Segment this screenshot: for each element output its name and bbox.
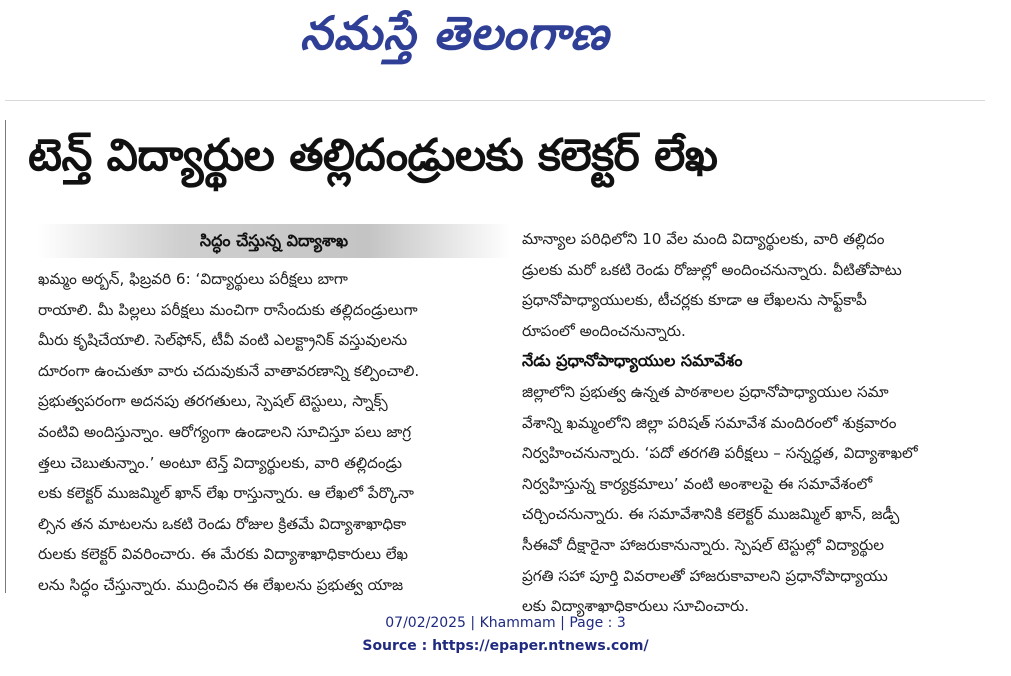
body-line: సీఈవో దీక్షారైనా హాజరుకానున్నారు. స్పెషల్ టెస్టుల్లో విద్యార్థుల — [522, 535, 885, 554]
article-column-right — [522, 224, 978, 622]
body-line: మీరు కృషిచేయాలి. సెల్‌ఫోన్, టీవీ వంటి ఎలక్ట్రానిక్ వస్తువులను — [38, 331, 408, 350]
footer-dateline: 07/02/2025 | Khammam | Page : 3 — [385, 615, 626, 631]
body-line: ల్సిన తన మాటలను ఒకటి రెండు రోజుల క్రితమే విద్యాశాఖాధికా — [38, 514, 407, 533]
masthead-divider — [5, 100, 985, 101]
body-line: నిర్వహిస్తున్న కార్యక్రమాలు’ వంటి అంశాలపై ఈ సమావేశంలో — [522, 474, 873, 493]
body-line: ప్రగతి సహా పూర్తి వివరాలతో హాజరుకావాలని ప్రధానోపాధ్యాయు — [522, 566, 888, 585]
body-line: డ్రులకు మరో ఒకటి రెండు రోజుల్లో అందించనున్నారు. వీటితోపాటు — [522, 260, 902, 279]
masthead — [0, 0, 1011, 90]
body-line: ప్రభుత్వపరంగా అదనపు తరగతులు, స్పెషల్ టెస్టులు, స్నాక్స్ — [38, 392, 388, 411]
article-headline: టెన్త్ విద్యార్థుల తల్లిదండ్రులకు కలెక్టర్ లేఖ — [28, 130, 718, 181]
body-line: లకు విద్యాశాఖాధికారులు సూచించారు. — [522, 597, 750, 616]
body-line: వేశాన్ని ఖమ్మంలోని జిల్లా పరిషత్ సమావేశ మందిరంలో శుక్రవారం — [522, 413, 897, 432]
left-body — [38, 264, 510, 601]
right-body-bottom — [522, 377, 978, 622]
left-subheading: సిద్ధం చేస్తున్న విద్యాశాఖ — [38, 224, 510, 258]
right-body-top — [522, 224, 978, 346]
body-line: రాయాలి. మీ పిల్లలు పరీక్షలు మంచిగా రాసేందుకు తల్లిదండ్రులుగా — [38, 300, 418, 319]
body-line: లకు కలెక్టర్ ముజమ్మిల్ ఖాన్ లేఖ రాస్తున్నారు. ఆ లేఖలో పేర్కొనా — [38, 484, 414, 503]
body-line: రూపంలో అందించనున్నారు. — [522, 321, 686, 340]
footer-source: Source : https://epaper.ntnews.com/ — [362, 638, 649, 654]
body-line: దూరంగా ఉంచుతూ వారు చదువుకునే వాతావరణాన్ని కల్పించాలి. — [38, 361, 420, 380]
body-line: నిర్వహించనున్నారు. ‘పదో తరగతి పరీక్షలు – సన్నద్ధత, విద్యాశాఖలో — [522, 444, 918, 463]
body-line: జిల్లాలోని ప్రభుత్వ ఉన్నత పాఠశాలల ప్రధానోపాధ్యాయుల సమా — [522, 382, 889, 401]
body-line: మాన్యాల పరిధిలోని 10 వేల మంది విద్యార్థులకు, వారి తల్లిదం — [522, 230, 885, 248]
right-subheading: నేడు ప్రధానోపాధ్యాయుల సమావేశం — [522, 351, 743, 371]
body-line: ఖమ్మం అర్బన్, ఫిబ్రవరి 6: ‘విద్యార్థులు పరీక్షలు బాగా — [38, 270, 348, 288]
body-line: చర్చించనున్నారు. ఈ సమావేశానికి కలెక్టర్ ముజమ్మిల్ ఖాన్, జడ్పీ — [522, 505, 900, 524]
body-line: రులకు కలెక్టర్ వివరించారు. ఈ మేరకు విద్యాశాఖాధికారులు లేఖ — [38, 545, 409, 564]
body-line: ప్రధానోపాధ్యాయులకు, టీచర్లకు కూడా ఆ లేఖలను సాఫ్ట్‌కాపీ — [522, 291, 867, 310]
article-column-left — [38, 224, 510, 601]
body-line: వంటివి అందిస్తున్నాం. ఆరోగ్యంగా ఉండాలని సూచిస్తూ పలు జాగ్ర — [38, 422, 412, 441]
body-line: లను సిద్ధం చేస్తున్నారు. ముద్రించిన ఈ లేఖలను ప్రభుత్వ యాజ — [38, 575, 404, 594]
newspaper-logo: నమస్తే తెలంగాణ — [300, 6, 610, 60]
body-line: త్తలు చెబుతున్నాం.’ అంటూ టెన్త్ విద్యార్థులకు, వారి తల్లిదండ్రు — [38, 453, 403, 472]
